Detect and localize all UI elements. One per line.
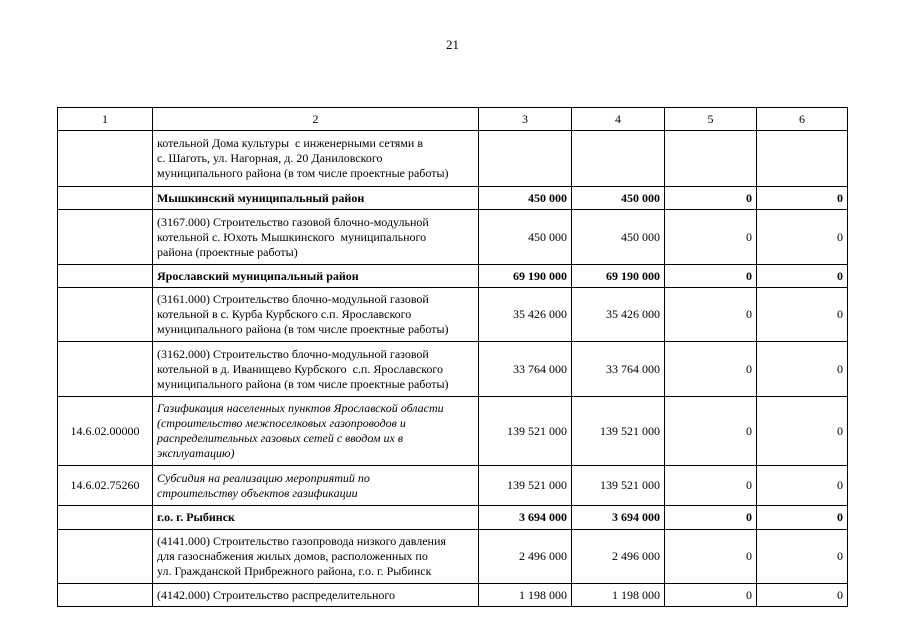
- code-cell: [58, 342, 153, 397]
- description-line: строительству объектов газификации: [157, 485, 358, 500]
- code-cell: [58, 584, 153, 607]
- amount-cell-4: 69 190 000: [572, 265, 665, 288]
- amount-cell-5: 0: [665, 288, 757, 342]
- header-cell-2: 2: [153, 108, 479, 131]
- amount-cell-4: 33 764 000: [572, 342, 665, 397]
- page-number: 21: [446, 37, 459, 52]
- description-cell: [153, 584, 479, 607]
- amount-cell-6: 0: [757, 506, 848, 530]
- table-row: [58, 288, 848, 342]
- description-line: (4142.000) Строительство распределительного: [157, 587, 395, 602]
- description-line: Газификация населенных пунктов Ярославской области: [157, 401, 444, 415]
- description-line: (4141.000) Строительство газопровода низкого давления: [157, 534, 446, 548]
- amount-cell-6: 0: [757, 210, 848, 265]
- table-row-district-total: [58, 506, 848, 530]
- amount-cell-3: 2 496 000: [479, 530, 572, 584]
- table-row: [58, 210, 848, 265]
- description-cell: [153, 466, 479, 506]
- description-line: Субсидия на реализацию мероприятий по: [157, 470, 370, 485]
- description-cell: [153, 342, 479, 397]
- header-cell-1: 1: [58, 108, 153, 131]
- amount-cell-3: 69 190 000: [479, 265, 572, 288]
- code-cell: 14.6.02.00000: [58, 397, 153, 466]
- amount-cell-5: 0: [665, 210, 757, 265]
- table-row-district-total: [58, 187, 848, 210]
- header-cell-4: 4: [572, 108, 665, 131]
- code-cell: [58, 187, 153, 210]
- amount-cell-5: 0: [665, 530, 757, 584]
- amount-cell-3: 139 521 000: [479, 397, 572, 466]
- amount-cell-5: 0: [665, 397, 757, 466]
- description-line: (3167.000) Строительство газовой блочно-модульной: [157, 214, 429, 229]
- amount-cell-6: [757, 131, 848, 187]
- amount-cell-5: [665, 131, 757, 187]
- description-cell: [153, 397, 479, 466]
- amount-cell-6: 0: [757, 466, 848, 506]
- description-cell: [153, 131, 479, 187]
- code-cell: [58, 288, 153, 342]
- description-cell: [153, 530, 479, 584]
- description-line: котельной Дома культуры с инженерными сетями в: [157, 136, 423, 150]
- header-cell-6: 6: [757, 108, 848, 131]
- amount-cell-4: 3 694 000: [572, 506, 665, 530]
- description-line: муниципального района (в том числе проектные работы): [157, 322, 449, 336]
- amount-cell-6: 0: [757, 187, 848, 210]
- amount-cell-5: 0: [665, 584, 757, 607]
- code-cell: [58, 210, 153, 265]
- amount-cell-4: 450 000: [572, 187, 665, 210]
- code-cell: [58, 530, 153, 584]
- description-line: Мышкинский муниципальный район: [157, 190, 365, 205]
- description-line: г.о. г. Рыбинск: [157, 510, 235, 524]
- amount-cell-4: 2 496 000: [572, 530, 665, 584]
- code-cell: 14.6.02.75260: [58, 466, 153, 506]
- description-line: с. Шаготь, ул. Нагорная, д. 20 Даниловского: [157, 151, 383, 165]
- table-row: [58, 530, 848, 584]
- amount-cell-5: 0: [665, 342, 757, 397]
- amount-cell-5: 0: [665, 466, 757, 506]
- header-row: [58, 108, 848, 131]
- amount-cell-4: [572, 131, 665, 187]
- amount-cell-3: 3 694 000: [479, 506, 572, 530]
- amount-cell-3: 139 521 000: [479, 466, 572, 506]
- amount-cell-3: [479, 131, 572, 187]
- amount-cell-3: 35 426 000: [479, 288, 572, 342]
- amount-cell-3: 450 000: [479, 210, 572, 265]
- amount-cell-4: 139 521 000: [572, 397, 665, 466]
- header-cell-5: 5: [665, 108, 757, 131]
- amount-cell-6: 0: [757, 342, 848, 397]
- table-row-district-total: [58, 265, 848, 288]
- amount-cell-5: 0: [665, 187, 757, 210]
- description-line: котельной в д. Иванищево Курбского с.п. Ярославского: [157, 361, 444, 376]
- description-cell: [153, 265, 479, 288]
- description-line: эксплуатацию): [157, 446, 235, 460]
- description-cell: [153, 506, 479, 530]
- code-cell: [58, 131, 153, 187]
- amount-cell-3: 1 198 000: [479, 584, 572, 607]
- table-row: [58, 584, 848, 607]
- description-line: района (проектные работы): [157, 244, 298, 259]
- description-line: Ярославский муниципальный район: [157, 268, 359, 283]
- table-row-program: [58, 397, 848, 466]
- code-cell: [58, 506, 153, 530]
- description-line: (строительство межпоселковых газопроводов и: [157, 416, 406, 430]
- description-line: котельной с. Юхоть Мышкинского муниципального: [157, 229, 427, 244]
- amount-cell-6: 0: [757, 265, 848, 288]
- description-line: муниципального района (в том числе проектные работы): [157, 166, 449, 180]
- table-row: [58, 342, 848, 397]
- amount-cell-6: 0: [757, 288, 848, 342]
- amount-cell-6: 0: [757, 530, 848, 584]
- table-row-program: [58, 466, 848, 506]
- amount-cell-3: 450 000: [479, 187, 572, 210]
- description-line: распределительных газовых сетей с вводом их в: [157, 431, 404, 445]
- code-cell: [58, 265, 153, 288]
- amount-cell-4: 450 000: [572, 210, 665, 265]
- amount-cell-6: 0: [757, 584, 848, 607]
- amount-cell-4: 139 521 000: [572, 466, 665, 506]
- description-cell: [153, 187, 479, 210]
- amount-cell-6: 0: [757, 397, 848, 466]
- amount-cell-4: 35 426 000: [572, 288, 665, 342]
- description-line: (3162.000) Строительство блочно-модульной газовой: [157, 346, 429, 361]
- amount-cell-5: 0: [665, 265, 757, 288]
- description-line: муниципального района (в том числе проектные работы): [157, 376, 449, 391]
- header-cell-3: 3: [479, 108, 572, 131]
- description-line: для газоснабжения жилых домов, расположенных по: [157, 549, 428, 563]
- table-row: [58, 131, 848, 187]
- amount-cell-4: 1 198 000: [572, 584, 665, 607]
- amount-cell-5: 0: [665, 506, 757, 530]
- description-line: (3161.000) Строительство блочно-модульной газовой: [157, 292, 429, 306]
- description-line: котельной в с. Курба Курбского с.п. Ярославского: [157, 307, 412, 321]
- description-line: ул. Гражданской Прибрежного района, г.о. г. Рыбинск: [157, 564, 432, 578]
- description-cell: [153, 288, 479, 342]
- budget-table: [57, 107, 848, 607]
- amount-cell-3: 33 764 000: [479, 342, 572, 397]
- description-cell: [153, 210, 479, 265]
